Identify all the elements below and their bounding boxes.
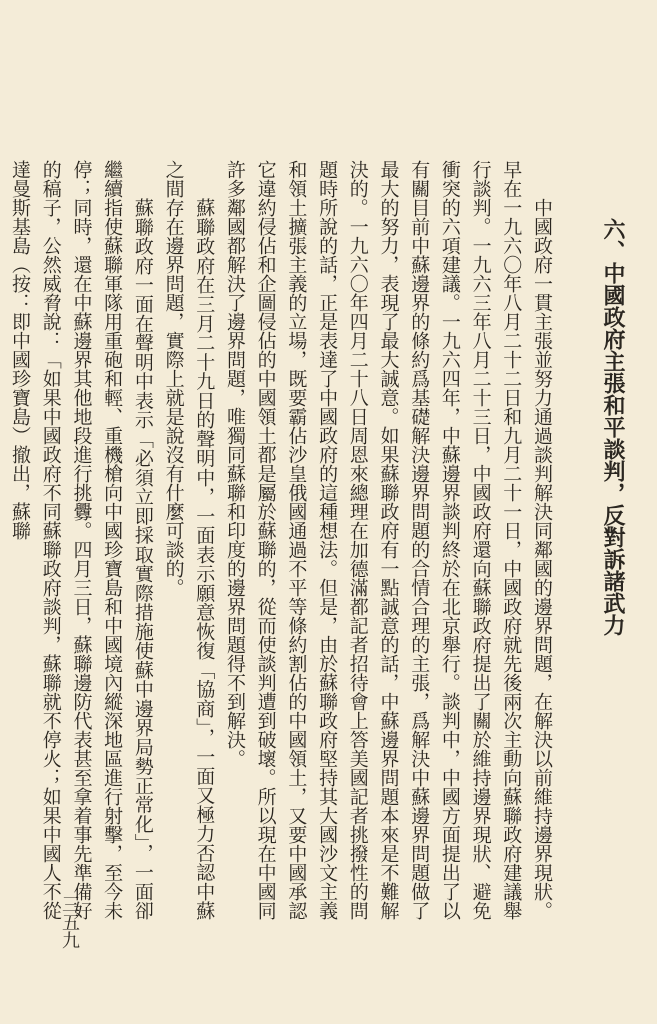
paragraph-1: 中國政府一貫主張並努力通過談判解決同鄰國的邊界問題，在解決以前維持邊界現狀。早在一九六〇年八月二十二日和九月二十一日，中國政府就先後兩次主動向蘇聯政府建議舉行談判。一九六三年八月二十三日，中國政府還向蘇聯政府提出了關於維持邊界現狀、避免衝突的六項建議。一九六四年，中蘇邊界談判終於在北京舉行。談判中，中國方面提出了以有關目前中蘇邊界的條約爲基礎解決邊界問題的合情合理的主張，爲解決中蘇邊界問題做了最大的努力，表現了最大誠意。如果蘇聯政府有一點誠意的話，中蘇邊界問題本來是不難解決的。一九六〇年四月二十八日周恩來總理在加德滿都記者招待會上答美國記者挑撥性的問題時所說的話，正是表達了中國政府的這種想法。但是，由於蘇聯政府堅持其大國沙文主義和領土擴張主義的立場，既要霸佔沙皇俄國通過不平等條約割佔的中國領土，又要中國承認它違約侵佔和企圖侵佔的中國領土都是屬於蘇聯的，從而使談判遭到破壞。所以現在中國同許多鄰國都解決了邊界問題，唯獨同蘇聯和印度的邊界問題得不到解決。	[223, 160, 553, 920]
page-number: 三五九	[59, 895, 80, 949]
vertical-text-block	[9, 160, 627, 990]
section-heading: 六、中國政府主張和平談判，反對訴諸武力	[600, 218, 625, 636]
paragraph-2: 蘇聯政府在三月二十九日的聲明中，一面表示願意恢復「協商」，一面又極力否認中蘇之間存在邊界問題，實際上就是說沒有什麼可談的。	[162, 160, 216, 920]
paragraph-3: 蘇聯政府一面在聲明中表示「必須立即採取實際措施使蘇中邊界局勢正常化」，一面卻繼續指使蘇聯軍隊用重砲和輕、重機槍向中國珍寶島和中國境內縱深地區進行射擊，至今未停；同時，還在中蘇邊界其他地段進行挑釁。四月三日，蘇聯邊防代表甚至拿着事先準備好的稿子，公然威脅說：「如果中國政府不同蘇聯政府談判，蘇聯就不停火；如果中國人不從達曼斯基島（按：即中國珍寶島）撤出，蘇聯	[9, 160, 154, 920]
